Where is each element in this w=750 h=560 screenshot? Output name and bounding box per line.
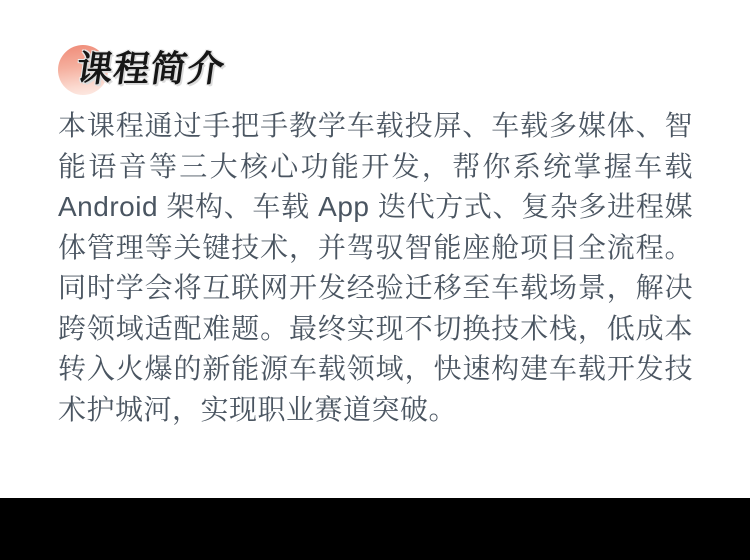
bottom-black-bar [0, 498, 750, 560]
description-line: 能语音等三大核心功能开发，帮你系统掌握车载 [58, 150, 693, 182]
description-line: 本课程通过手把手教学车载投屏、车载多媒体、智 [58, 110, 693, 141]
description-line: 转入火爆的新能源车载领域，快速构建车载开发技 [58, 353, 693, 384]
description-line: 跨领域适配难题。最终实现不切换技术栈，低成本 [58, 312, 693, 344]
description-line: 体管理等关键技术，并驾驭智能座舱项目全流程。 [58, 231, 693, 263]
description-line: 术护城河，实现职业赛道突破。 [58, 393, 458, 425]
description-line: Android 架构、车载 App 迭代方式、复杂多进程媒 [58, 191, 693, 222]
course-description [58, 106, 693, 430]
description-line: 同时学会将互联网开发经验迁移至车载场景，解决 [58, 272, 693, 303]
section-title: 课程简介 [73, 48, 228, 89]
